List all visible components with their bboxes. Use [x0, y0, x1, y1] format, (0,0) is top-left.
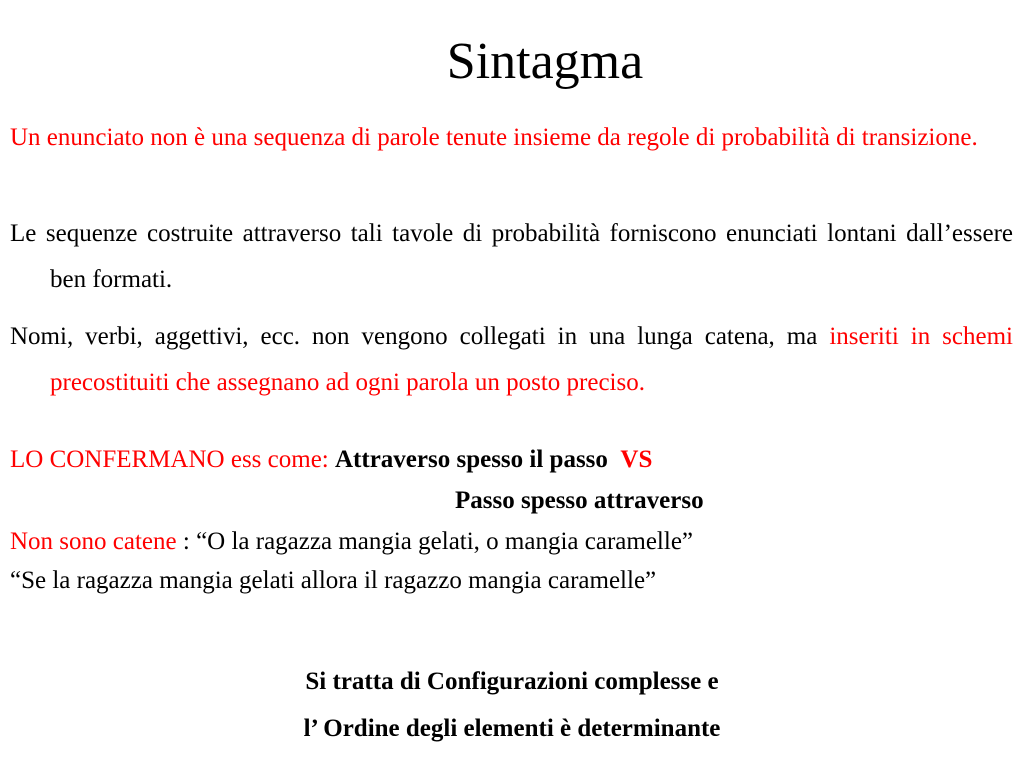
paragraph-enunciato: Un enunciato non è una sequenza di parole tenute insieme da regole di probabilità di transizione. [10, 124, 978, 151]
example-attraverso: Attraverso spesso il passo [335, 446, 608, 473]
paragraph-nomi-verbi-text: Nomi, verbi, aggettivi, ecc. non vengono collegati in una lunga catena, ma [10, 323, 830, 350]
paragraph-nomi-verbi-highlight: inseriti in schemi precostituiti che assegnano ad ogni parola un posto preciso. [50, 323, 1013, 396]
conclusion-line-1: Si tratta di Configurazioni complesse e [305, 668, 719, 695]
example-passo: Passo spesso attraverso [455, 487, 704, 514]
paragraph-nomi-verbi [10, 314, 1013, 406]
confirm-line [10, 446, 652, 474]
catene-text: : “O la ragazza mangia gelati, o mangia caramelle” [176, 528, 694, 555]
vs-label: VS [620, 446, 653, 473]
paragraph-sequenze: Le sequenze costruite attraverso tali tavole di probabilità forniscono enunciati lontani dall’essere ben formati. [10, 220, 1013, 293]
se-line: “Se la ragazza mangia gelati allora il ragazzo mangia caramelle” [10, 567, 657, 594]
catene-line [10, 528, 693, 556]
confirm-label: LO CONFERMANO ess come: [10, 446, 335, 473]
slide-title: Sintagma [446, 33, 644, 90]
catene-label: Non sono catene [10, 528, 177, 555]
conclusion-line-2: l’ Ordine degli elementi è determinante [303, 715, 721, 742]
